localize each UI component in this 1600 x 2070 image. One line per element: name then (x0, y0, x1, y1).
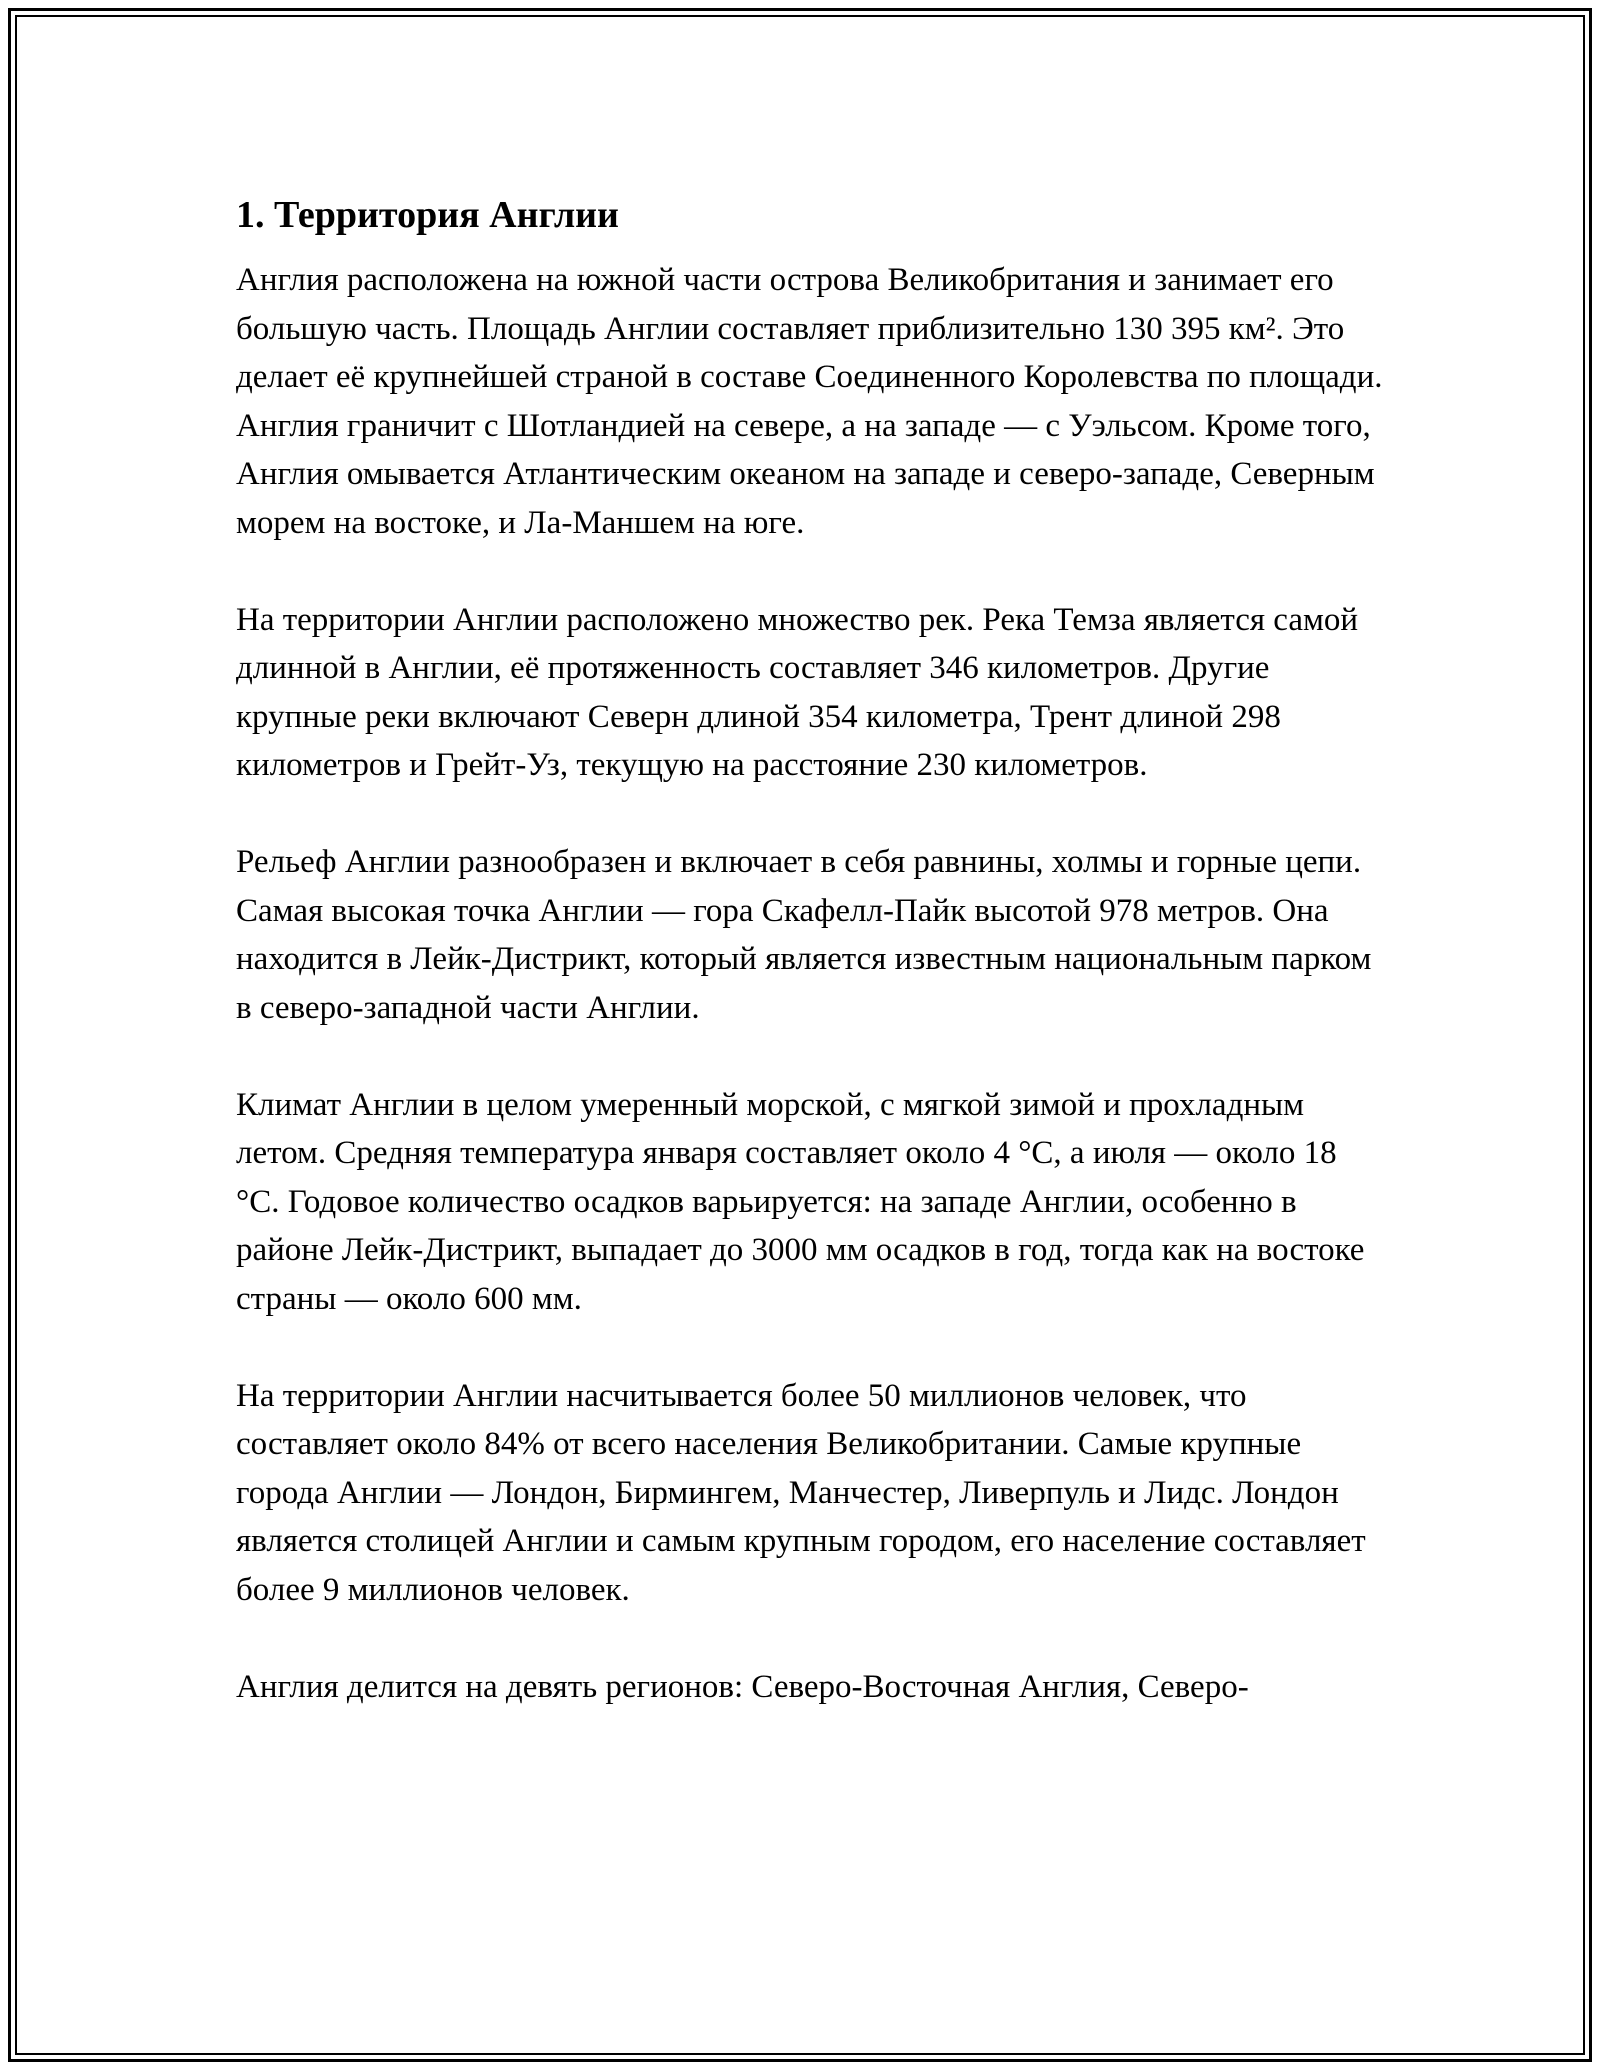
document-body (236, 190, 1386, 1760)
paragraph-population: На территории Англии насчитывается более 50 миллионов человек, что составляет около 84% от всего населения Великобритании. Самые крупные города Англии — Лондон, Бирмингем, Манчестер, Ливерпуль и Лидс. Лондон является столицей Англии и самым крупным городом, его население составляет более 9 миллионов человек. (236, 1377, 1366, 1608)
paragraph-territory: Англия расположена на южной части острова Великобритания и занимает его большую часть. Площадь Англии составляет приблизительно 130 395 км². Это делает её крупнейшей страной в составе Соединенного Королевства по площади. Англия граничит с Шотландией на севере, а на западе — с Уэльсом. Кроме того, Англия омывается Атлантическим океаном на западе и северо-западе, Северным морем на востоке, и Ла-Маншем на юге. (236, 262, 1383, 541)
paragraph-regions: Англия делится на девять регионов: Северо-Восточная Англия, Северо- (236, 1668, 1249, 1705)
paragraph-rivers: На территории Англии расположено множество рек. Река Темза является самой длинной в Англии, её протяженность составляет 346 километров. Другие крупные реки включают Северн длиной 354 километра, Трент длиной 298 километров и Грейт-Уз, текущую на расстояние 230 километров. (236, 601, 1359, 783)
paragraph-climate: Климат Англии в целом умеренный морской, с мягкой зимой и прохладным летом. Средняя температура января составляет около 4 °C, а июля — около 18 °C. Годовое количество осадков варьируется: на западе Англии, особенно в районе Лейк-Дистрикт, выпадает до 3000 мм осадков в год, тогда как на востоке страны — около 600 мм. (236, 1086, 1365, 1317)
paragraph-relief: Рельеф Англии разнообразен и включает в себя равнины, холмы и горные цепи. Самая высокая точка Англии — гора Скафелл-Пайк высотой 978 метров. Она находится в Лейк-Дистрикт, который является известным национальным парком в северо-западной части Англии. (236, 844, 1372, 1026)
section-heading: 1. Территория Англии (236, 194, 619, 236)
